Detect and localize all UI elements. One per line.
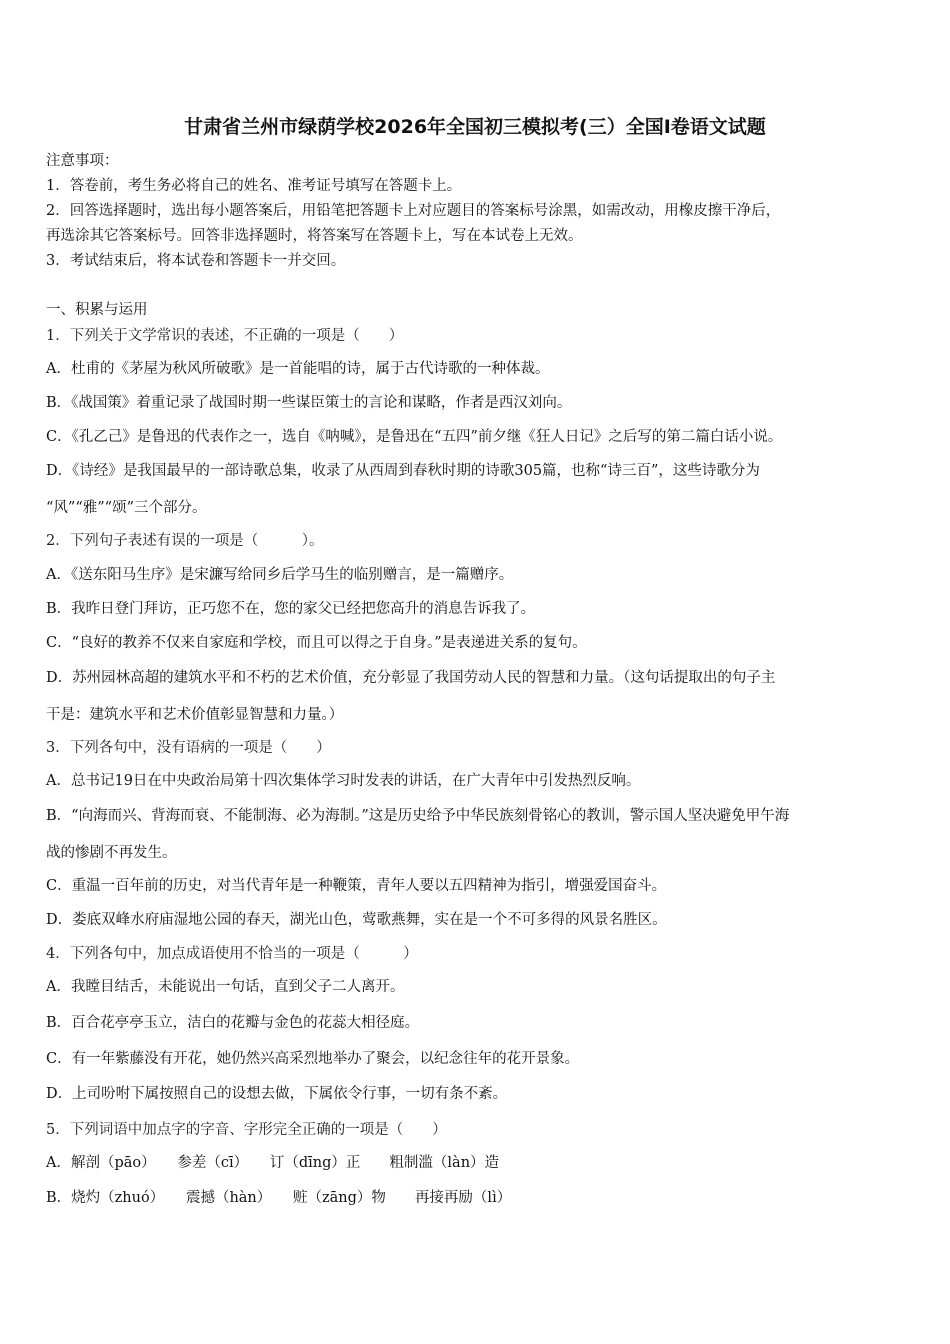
q3-stem: 3．下列各句中，没有语病的一项是（ ） [46,740,331,756]
q1-option-d: D．《诗经》是我国最早的一部诗歌总集，收录了从西周到春秋时期的诗歌305篇，也称“诗三百”，这些诗歌分为 [46,463,760,479]
page-title: 甘肃省兰州市绿荫学校2026年全国初三模拟考(三）全国Ⅰ卷语文试题 [184,116,766,138]
q2-option-d-cont: 干是：建筑水平和艺术价值彰显智慧和力量。） [46,707,344,723]
q1-option-c: C．《孔乙己》是鲁迅的代表作之一，选自《呐喊》，是鲁迅在“五四”前夕继《狂人日记》之后写的第二篇白话小说。 [46,429,783,445]
notice-item-1: 1．答卷前，考生务必将自己的姓名、准考证号填写在答题卡上。 [46,178,462,194]
notice-heading: 注意事项： [46,153,119,169]
q4-option-a: A．我瞠目结舌，未能说出一句话，直到父子二人离开。 [46,979,405,995]
q4-option-b: B．百合花亭亭玉立，洁白的花瓣与金色的花蕊大相径庭。 [46,1015,420,1031]
q1-stem: 1．下列关于文学常识的表述，不正确的一项是（ ） [46,328,404,344]
q3-option-d: D．娄底双峰水府庙湿地公园的春天，湖光山色，莺歌燕舞，实在是一个不可多得的风景名胜区。 [46,912,667,928]
notice-item-2: 2．回答选择题时，选出每小题答案后，用铅笔把答题卡上对应题目的答案标号涂黑，如需改动，用橡皮擦干净后， [46,203,781,219]
q2-option-a: A．《送东阳马生序》是宋濂写给同乡后学马生的临别赠言，是一篇赠序。 [46,567,514,583]
q3-option-b-cont: 战的惨剧不再发生。 [46,845,177,861]
q1-option-d-cont: “风”“雅”“颂”三个部分。 [46,500,207,516]
q1-option-b: B．《战国策》着重记录了战国时期一些谋臣策士的言论和谋略，作者是西汉刘向。 [46,395,572,411]
q5-option-a: A．解剖（pāo） 参差（cī） 订（dīng）正 粗制滥（làn）造 [46,1155,500,1171]
notice-item-2-cont: 再选涂其它答案标号。回答非选择题时，将答案写在答题卡上，写在本试卷上无效。 [46,228,583,244]
q4-option-c: C．有一年紫藤没有开花，她仍然兴高采烈地举办了聚会，以纪念往年的花开景象。 [46,1051,580,1067]
section-heading: 一、积累与运用 [46,302,148,318]
q5-option-b: B．烧灼（zhuó） 震撼（hàn） 赃（zāng）物 再接再励（lì） [46,1190,512,1206]
q4-option-d: D．上司吩咐下属按照自己的设想去做，下属依令行事，一切有条不紊。 [46,1086,508,1102]
q1-option-a: A．杜甫的《茅屋为秋风所破歌》是一首能唱的诗，属于古代诗歌的一种体裁。 [46,361,550,377]
q2-option-c: C．“良好的教养不仅来自家庭和学校，而且可以得之于自身。”是表递进关系的复句。 [46,635,587,651]
q4-stem: 4．下列各句中，加点成语使用不恰当的一项是（ ） [46,946,418,962]
notice-item-3: 3．考试结束后，将本试卷和答题卡一并交回。 [46,253,346,269]
q3-option-b: B．“向海而兴、背海而衰、不能制海、必为海制。”这是历史给予中华民族刻骨铭心的教训，警示国人坚决避免甲午海 [46,808,790,824]
q2-option-d: D．苏州园林高超的建筑水平和不朽的艺术价值，充分彰显了我国劳动人民的智慧和力量。（这句话提取出的句子主 [46,670,776,686]
q3-option-a: A．总书记19日在中央政治局第十四次集体学习时发表的讲话，在广大青年中引发热烈反响。 [46,773,641,789]
q5-stem: 5．下列词语中加点字的字音、字形完全正确的一项是（ ） [46,1122,447,1138]
q2-stem: 2．下列句子表述有误的一项是（ ）。 [46,533,324,549]
q2-option-b: B．我昨日登门拜访，正巧您不在，您的家父已经把您高升的消息告诉我了。 [46,601,536,617]
q3-option-c: C．重温一百年前的历史，对当代青年是一种鞭策，青年人要以五四精神为指引，增强爱国奋斗。 [46,878,667,894]
